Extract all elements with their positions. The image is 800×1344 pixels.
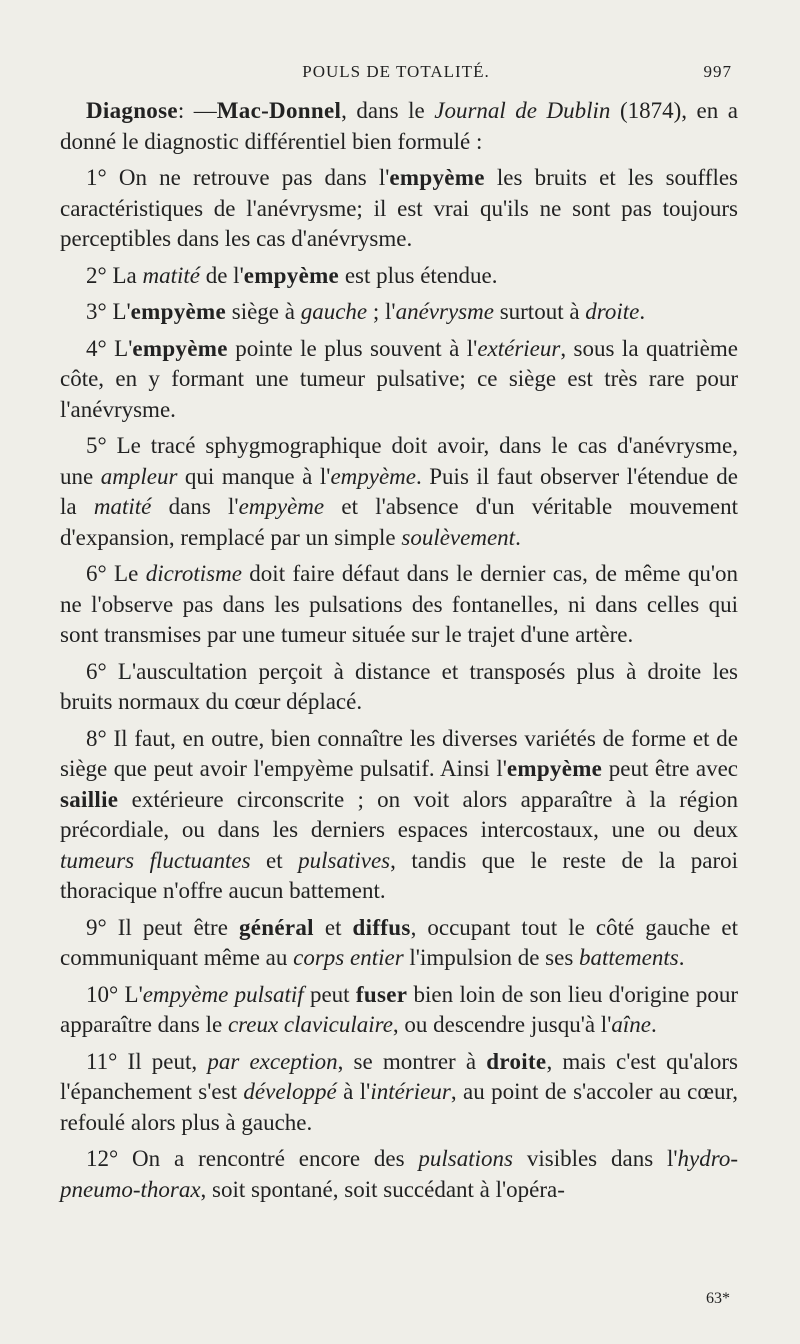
run: visibles dans l' xyxy=(513,1146,678,1171)
run-bold: saillie xyxy=(60,786,119,812)
run-italic: creux claviculaire xyxy=(227,1012,393,1037)
paragraph-11 xyxy=(60,1047,738,1139)
paragraph-1 xyxy=(60,163,738,255)
run: 4° L' xyxy=(86,335,133,361)
paragraph-5 xyxy=(60,431,738,553)
run-italic: corps entier xyxy=(293,945,404,970)
run-italic: matité xyxy=(142,262,200,288)
run: , mais c'est qu'alors l'épanchement s'est xyxy=(60,1048,738,1104)
page-number: 997 xyxy=(703,62,732,81)
run-italic: ampleur xyxy=(100,463,178,489)
run: de l' xyxy=(199,262,244,288)
run: doit faire défaut dans le dernier cas, de même qu'on ne l'observe pas dans les pulsations des fontanelles, ni dans celles qui sont transmises par une tumeur située sur le trajet d'une artère. xyxy=(60,561,738,647)
run: 8° Il faut, en outre, bien connaître les diverses variétés de forme et de siège que peut avoir l'empyème pulsatif. Ainsi l' xyxy=(60,725,738,781)
run: , soit spontané, soit succédant à l'opéra- xyxy=(200,1176,565,1202)
run: . xyxy=(515,524,521,550)
run-bold: empyème xyxy=(243,262,340,288)
run-bold: empyème xyxy=(132,335,228,361)
run-italic: intérieur xyxy=(370,1079,451,1104)
run-italic: soulèvement xyxy=(401,524,516,550)
run-bold: empyème xyxy=(506,756,603,781)
run-italic: pulsations xyxy=(418,1146,513,1171)
page-body xyxy=(60,96,738,1211)
run-italic: empyème xyxy=(330,463,416,489)
run: 6° Le xyxy=(86,561,146,586)
paragraph-9 xyxy=(60,913,738,974)
run: . xyxy=(650,1012,657,1037)
run-italic: battements xyxy=(579,945,679,970)
run-italic: matité xyxy=(93,494,152,519)
run: , dans le xyxy=(341,98,435,123)
run: surtout à xyxy=(493,299,586,324)
run-italic: empyème pulsatif xyxy=(142,981,304,1007)
run-bold: droite xyxy=(486,1048,547,1074)
run: peut xyxy=(303,981,356,1007)
paragraph-3 xyxy=(60,297,738,328)
run: 3° L' xyxy=(86,299,131,324)
run: et xyxy=(313,914,353,940)
run: , tandis que le reste de la paroi thoracique n'offre aucun battement. xyxy=(60,847,738,903)
run-italic: droite xyxy=(585,299,640,324)
run-heading: Diagnose xyxy=(86,98,178,123)
run-italic: par exception xyxy=(207,1048,338,1074)
run: les bruits et les souffles caractéristiques de l'anévrysme; il est vrai qu'ils ne sont pas toujours perceptibles dans les cas d'anévrysme. xyxy=(60,165,738,251)
paragraph-diagnose xyxy=(60,96,738,157)
run: dans l' xyxy=(151,494,239,519)
printer-signature: 63* xyxy=(706,1290,730,1307)
paragraph-10 xyxy=(60,980,738,1041)
run: ; l' xyxy=(367,299,396,324)
paragraph-4 xyxy=(60,334,738,426)
run: , occupant tout le côté gauche et communiquant même au xyxy=(60,914,738,970)
run-bold: empyème xyxy=(130,299,226,324)
run-italic: Journal de Dublin xyxy=(434,98,611,123)
run: 9° Il peut être xyxy=(86,914,239,940)
run: et xyxy=(250,847,299,873)
run-italic: empyème xyxy=(238,494,325,519)
run: 2° La xyxy=(86,262,143,288)
run: 6° L'auscultation perçoit à distance et transposés plus à droite les bruits normaux du cœur déplacé. xyxy=(60,658,738,714)
run: . xyxy=(678,945,685,970)
paragraph-12 xyxy=(60,1144,738,1205)
paragraph-2 xyxy=(60,261,738,292)
run: extérieure circonscrite ; on voit alors apparaître à la région précordiale, ou dans les derniers espaces intercostaux, une ou deux xyxy=(60,786,738,842)
run-italic: dicrotisme xyxy=(145,561,242,586)
run: : — xyxy=(177,98,217,123)
run-italic: hydro-pneumo-thorax xyxy=(60,1146,738,1202)
run: est plus étendue. xyxy=(339,262,498,288)
run: peut être avec xyxy=(602,756,738,781)
run-italic: aîne xyxy=(611,1012,651,1037)
run-bold: général xyxy=(238,914,314,940)
run: 1° On ne retrouve pas dans l' xyxy=(86,165,390,190)
run-bold: fuser xyxy=(355,981,408,1007)
running-head: POULS DE TOTALITÉ. xyxy=(302,62,490,81)
run: qui manque à l' xyxy=(177,463,331,489)
run: 12° On a rencontré encore des xyxy=(86,1146,419,1171)
page-header xyxy=(60,62,732,86)
run-author: Mac-Donnel xyxy=(216,98,342,123)
run: bien loin de son lieu d'origine pour apparaître dans le xyxy=(60,981,738,1037)
run: . Puis il faut observer l'étendue de la xyxy=(60,463,738,519)
paragraph-6 xyxy=(60,559,738,651)
run: , ou descendre jusqu'à l' xyxy=(392,1012,612,1037)
run: . xyxy=(639,299,646,324)
run: , se montrer à xyxy=(337,1048,487,1074)
run: , au point de s'accoler au cœur, refoulé alors plus à gauche. xyxy=(60,1079,738,1135)
run: l'impulsion de ses xyxy=(403,945,580,970)
run-bold: empyème xyxy=(389,165,485,190)
run-italic: extérieur xyxy=(477,335,561,361)
run: 11° Il peut, xyxy=(86,1048,208,1074)
run: pointe le plus souvent à l' xyxy=(227,335,478,361)
run: (1874), en a donné le diagnostic différentiel bien formulé : xyxy=(60,98,738,154)
run: siège à xyxy=(226,299,301,324)
run: , sous la quatrième côte, en y formant une tumeur pulsative; ce siège est très rare pour l'anévrysme. xyxy=(60,335,738,422)
run-italic: tumeurs fluctuantes xyxy=(60,847,251,873)
paragraph-7 xyxy=(60,657,738,718)
run-italic: anévrysme xyxy=(395,299,494,324)
run-italic: développé xyxy=(243,1079,337,1104)
run: à l' xyxy=(336,1079,371,1104)
run: 5° Le tracé sphygmographique doit avoir, dans le cas d'anévrysme, une xyxy=(60,433,738,489)
run-bold: diffus xyxy=(352,914,411,940)
run: et l'absence d'un véritable mouvement d'expansion, remplacé par un simple xyxy=(60,494,738,550)
run: 10° L' xyxy=(86,981,143,1007)
run-italic: pulsatives xyxy=(298,847,391,873)
paragraph-8 xyxy=(60,724,738,907)
run-italic: gauche xyxy=(300,299,368,324)
